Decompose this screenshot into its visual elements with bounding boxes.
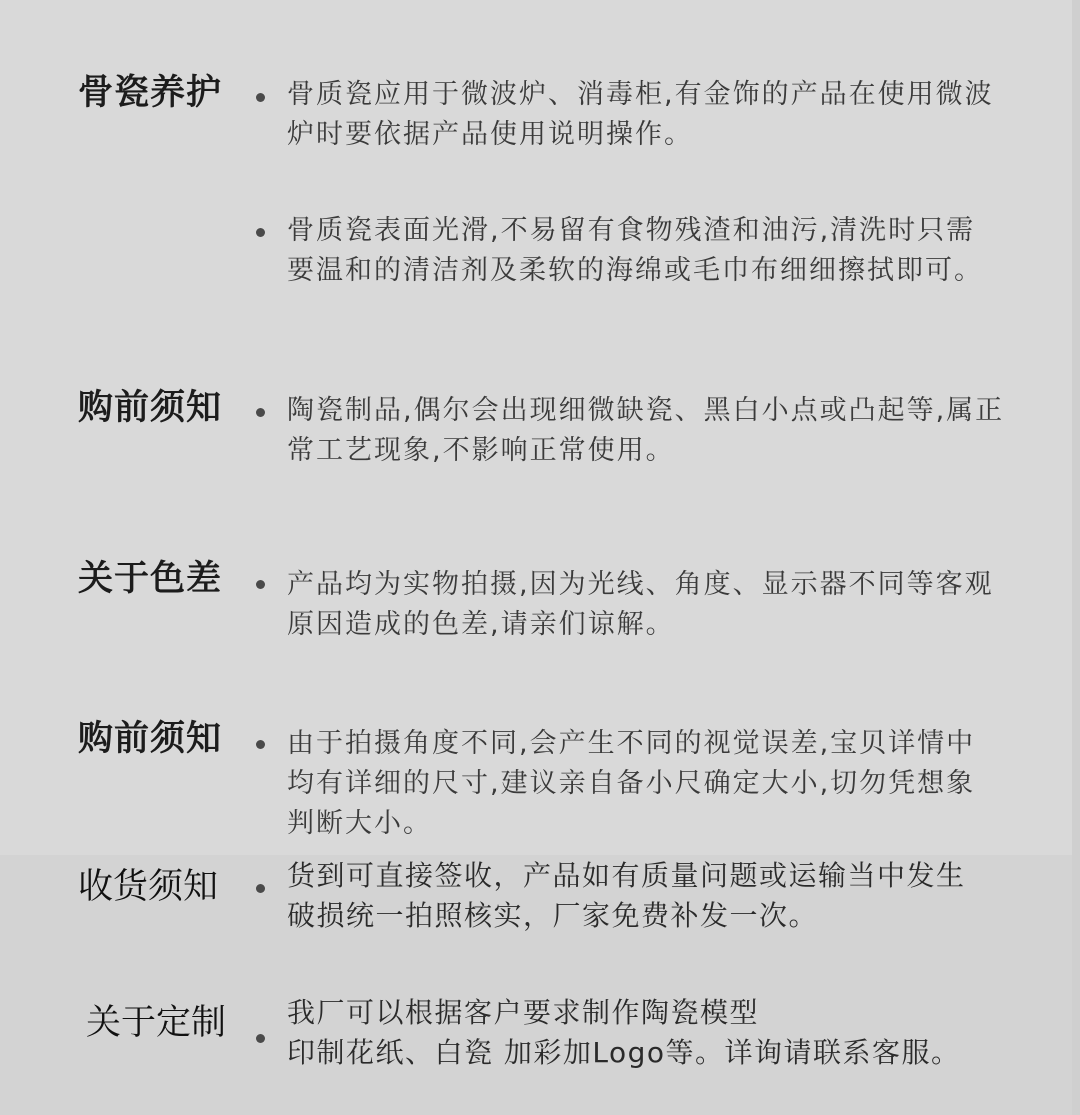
section-heading: 收货须知 — [78, 867, 219, 907]
section-heading: 关于色差 — [78, 559, 223, 599]
bullet-dot — [256, 408, 265, 417]
paragraph-line: 由于拍摄角度不同,会产生不同的视觉误差,宝贝详情中 — [287, 728, 976, 759]
paragraph-line: 产品均为实物拍摄,因为光线、角度、显示器不同等客观 — [287, 569, 994, 600]
paragraph-line: 骨质瓷应用于微波炉、消毒柜,有金饰的产品在使用微波 — [287, 79, 994, 110]
section-heading: 关于定制 — [86, 1003, 227, 1043]
section-heading: 骨瓷养护 — [78, 73, 223, 113]
paragraph-line: 判断大小。 — [287, 808, 432, 839]
paragraph — [287, 724, 1047, 844]
background-edge — [1072, 0, 1080, 1115]
bullet-dot — [256, 228, 265, 237]
bullet-dot — [256, 740, 265, 749]
paragraph-line: 炉时要依据产品使用说明操作。 — [287, 119, 693, 150]
bullet-dot — [256, 884, 265, 893]
paragraph-line: 要温和的清洁剂及柔软的海绵或毛巾布细细擦拭即可。 — [287, 255, 983, 286]
paragraph-line: 印制花纸、白瓷 加彩加Logo等。详询请联系客服。 — [287, 1036, 961, 1069]
paragraph — [287, 993, 1047, 1073]
paragraph-line: 原因造成的色差,请亲们谅解。 — [287, 609, 675, 640]
paragraph-line: 破损统一拍照核实，厂家免费补发一次。 — [287, 899, 819, 932]
paragraph-line: 常工艺现象,不影响正常使用。 — [287, 435, 675, 466]
bullet-dot — [256, 580, 265, 589]
paragraph — [287, 75, 1047, 155]
paragraph-line: 我厂可以根据客户要求制作陶瓷模型 — [287, 996, 760, 1029]
paragraph — [287, 565, 1047, 645]
paragraph-line: 货到可直接签收，产品如有质量问题或运输当中发生 — [287, 859, 966, 892]
paragraph-line: 陶瓷制品,偶尔会出现细微缺瓷、黑白小点或凸起等,属正 — [287, 395, 1005, 426]
paragraph — [287, 856, 1047, 936]
section-heading: 购前须知 — [78, 719, 223, 759]
paragraph — [287, 391, 1047, 471]
paragraph-line: 均有详细的尺寸,建议亲自备小尺确定大小,切勿凭想象 — [287, 768, 976, 799]
paragraph-line: 骨质瓷表面光滑,不易留有食物残渣和油污,清洗时只需 — [287, 215, 976, 246]
paragraph — [287, 211, 1047, 291]
section-heading: 购前须知 — [78, 388, 223, 428]
bullet-dot — [256, 93, 265, 102]
bullet-dot — [256, 1034, 265, 1043]
